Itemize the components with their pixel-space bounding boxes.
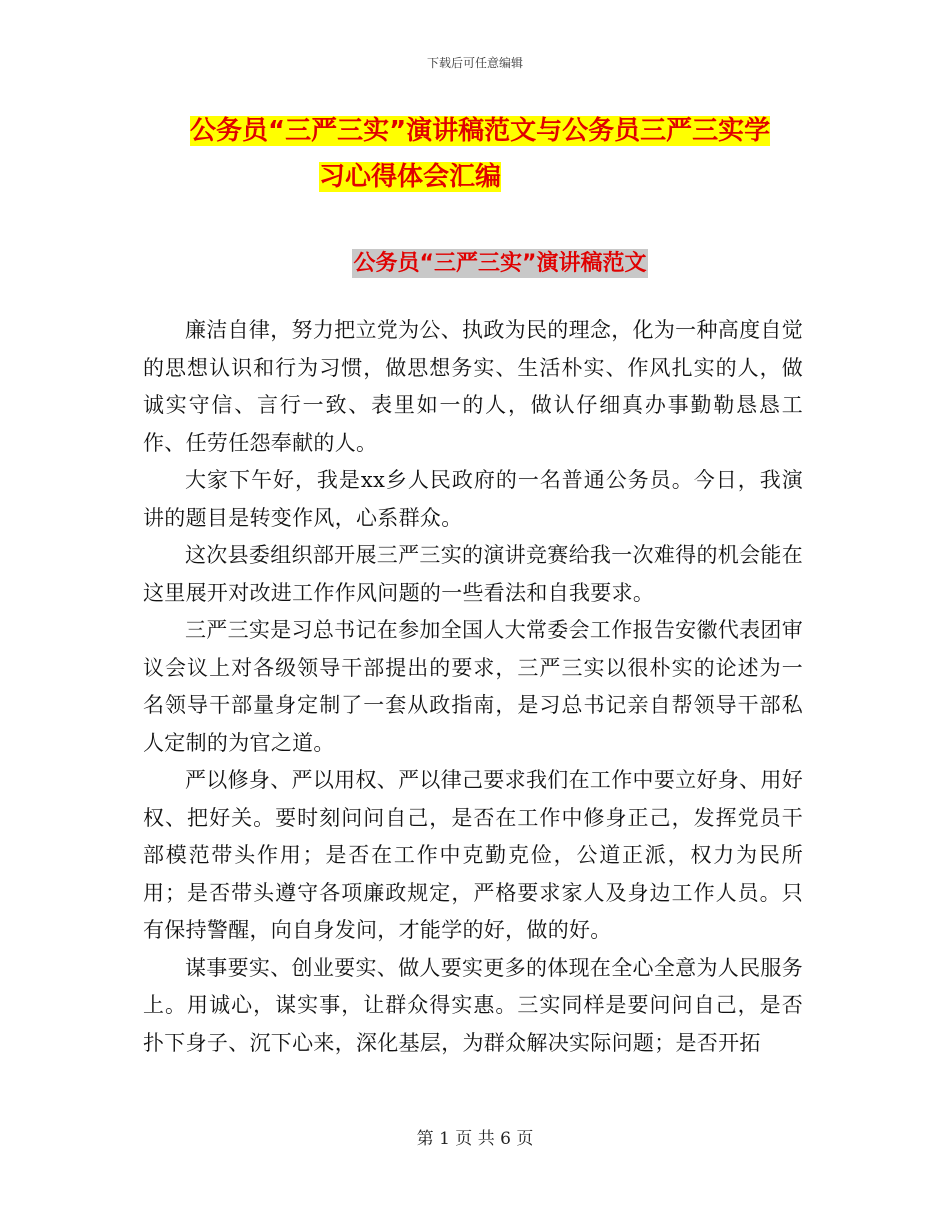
paragraph: 严以修身、严以用权、严以律己要求我们在工作中要立好身、用好权、把好关。要时刻问问自己，是否在工作中修身正己，发挥党员干部模范带头作用；是否在工作中克勤克俭，公道正派，权力为民所用；是否带头遵守各项廉政规定，严格要求家人及身边工作人员。只有保持警醒，向自身发问，才能学的好，做的好。: [143, 768, 803, 942]
title-line-2: 习心得体会汇编: [318, 162, 501, 192]
document-title: [190, 108, 810, 200]
paragraph: 大家下午好，我是xx乡人民政府的一名普通公务员。今日，我演讲的题目是转变作风，心系群众。: [143, 468, 803, 530]
page-footer: 第 1 页 共 6 页: [416, 1129, 534, 1149]
section-heading-text: 公务员“三严三实”演讲稿范文: [353, 251, 647, 276]
paragraph: 这次县委组织部开展三严三实的演讲竞赛给我一次难得的机会能在这里展开对改进工作作风问题的一些看法和自我要求。: [143, 543, 803, 605]
paragraph: 谋事要实、创业要实、做人要实更多的体现在全心全意为人民服务上。用诚心，谋实事，让群众得实惠。三实同样是要问问自己，是否扑下身子、沉下心来，深化基层，为群众解决实际问题；是否开拓: [143, 955, 803, 1055]
paragraph: 廉洁自律，努力把立党为公、执政为民的理念，化为一种高度自觉的思想认识和行为习惯，做思想务实、生活朴实、作风扎实的人，做诚实守信、言行一致、表里如一的人，做认仔细真办事勤勒恳恳工作、任劳任怨奉献的人。: [143, 318, 803, 455]
paragraph: 三严三实是习总书记在参加全国人大常委会工作报告安徽代表团审议会议上对各级领导干部提出的要求，三严三实以很朴实的论述为一名领导干部量身定制了一套从政指南，是习总书记亲自帮领导干部私人定制的为官之道。: [143, 618, 803, 755]
section-heading: [0, 246, 950, 277]
title-line-1: 公务员“三严三实”演讲稿范文与公务员三严三实学: [190, 116, 771, 146]
body-text: [143, 312, 803, 1062]
header-note: 下载后可任意编辑: [426, 56, 523, 70]
